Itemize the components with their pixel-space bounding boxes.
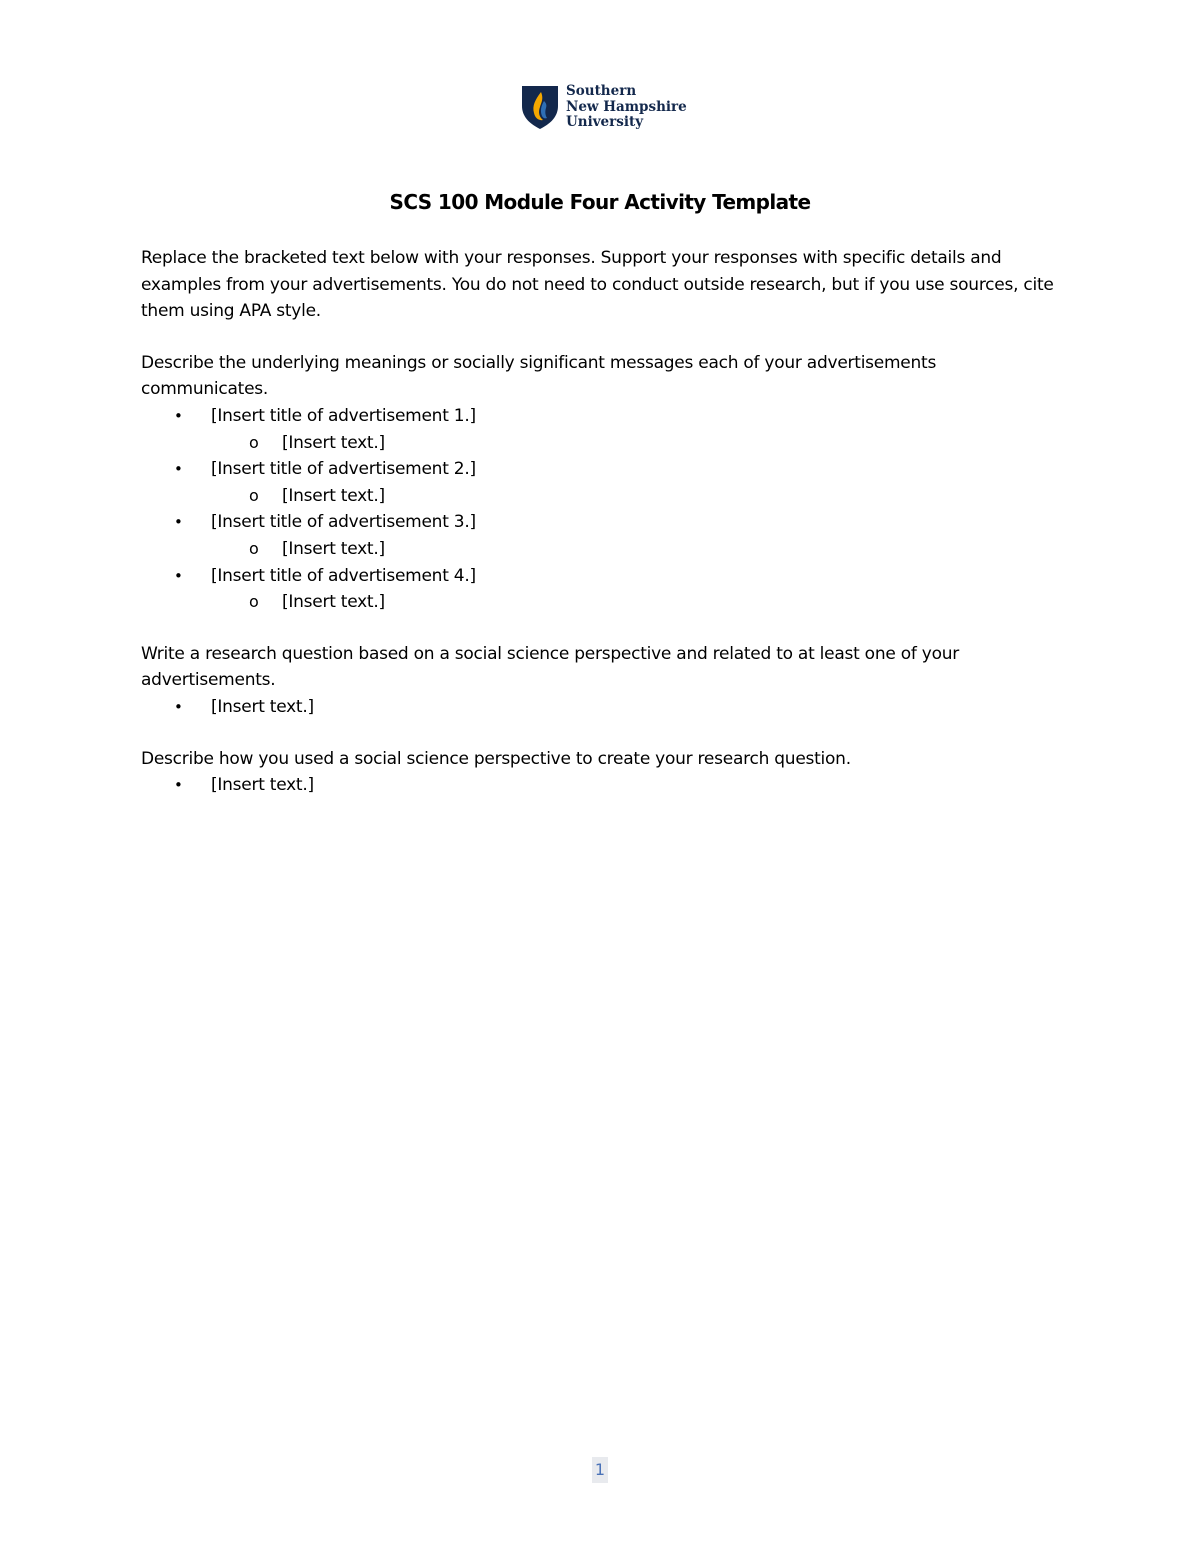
advertisement-1-text[interactable]: [Insert text.] [282,432,385,453]
section-2-prompt: Write a research question based on a social science perspective and related to at least one of your advertisements. [141,643,959,691]
advertisement-2-text[interactable]: [Insert text.] [282,485,385,506]
advertisement-1-title[interactable]: [Insert title of advertisement 1.] [211,405,476,426]
logo-line-3: University [566,114,644,130]
logo-line-1: Southern [566,83,637,99]
page-title: SCS 100 Module Four Activity Template [389,190,811,214]
section-3-prompt: Describe how you used a social science perspective to create your research question. [141,748,851,769]
list-item [141,694,1061,721]
advertisement-3-text[interactable]: [Insert text.] [282,538,385,559]
advertisement-2-title[interactable]: [Insert title of advertisement 2.] [211,459,476,480]
bullet-icon: • [174,776,183,795]
logo-wordmark [566,84,687,131]
list-item [141,456,1061,483]
document-body [141,245,1061,799]
sub-bullet-icon: o [249,485,259,505]
bullet-icon: • [174,697,183,716]
section-1-prompt: Describe the underlying meanings or socially significant messages each of your advertisements communicates. [141,352,937,400]
advertisement-4-text[interactable]: [Insert text.] [282,592,385,613]
sub-list-item [141,483,1061,510]
bullet-icon: • [174,566,183,585]
intro-paragraph: Replace the bracketed text below with your responses. Support your responses with specific details and examples from your advertisements. You do not need to conduct outside research, but if you use sources, cite them using APA style. [141,248,1054,322]
sub-bullet-icon: o [249,538,259,558]
university-logo [520,84,687,132]
sub-bullet-icon: o [249,432,259,452]
bullet-icon: • [174,406,183,425]
list-item [141,772,1061,799]
list-item [141,563,1061,590]
sub-list-item [141,430,1061,457]
bullet-icon: • [174,513,183,532]
logo-line-2: New Hampshire [566,98,687,115]
advertisement-3-title[interactable]: [Insert title of advertisement 3.] [211,512,476,533]
page-number: 1 [592,1457,608,1483]
advertisement-4-title[interactable]: [Insert title of advertisement 4.] [211,565,476,586]
bullet-icon: • [174,460,183,479]
sub-list-item [141,536,1061,563]
research-question-text[interactable]: [Insert text.] [211,696,314,717]
perspective-description-text[interactable]: [Insert text.] [211,775,314,796]
list-item [141,403,1061,430]
sub-bullet-icon: o [249,592,259,612]
sub-list-item [141,589,1061,616]
shield-flame-icon [520,84,560,130]
list-item [141,509,1061,536]
